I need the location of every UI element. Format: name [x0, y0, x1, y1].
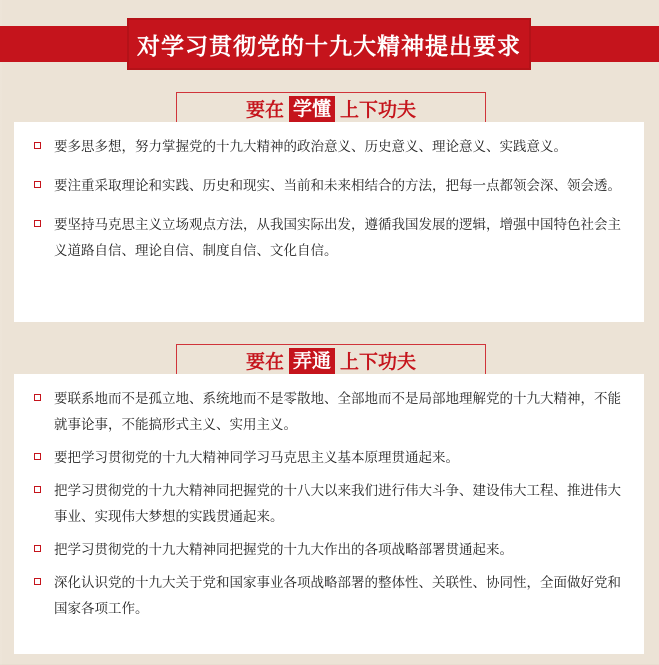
list-item-text: 要注重采取理论和实践、历史和现实、当前和未来相结合的方法，把每一点都领会深、领会透。 — [54, 178, 621, 194]
section-heading-prefix: 要在 — [245, 99, 284, 121]
list-item-text: 要坚持马克思主义立场观点方法，从我国实际出发，遵循我国发展的逻辑，增强中国特色社会主义道路自信、理论自信、制度自信、文化自信。 — [54, 217, 621, 259]
square-bullet-icon — [34, 181, 41, 188]
list-item — [34, 570, 628, 622]
list-item — [34, 478, 628, 530]
section-heading-keyword: 学懂 — [289, 96, 335, 122]
section-heading-suffix: 上下功夫 — [340, 351, 417, 373]
list-item — [34, 212, 628, 264]
list-item — [34, 134, 628, 160]
section-heading-xuedong — [176, 92, 486, 124]
square-bullet-icon — [34, 453, 41, 460]
section-heading-suffix: 上下功夫 — [340, 99, 417, 121]
page-title: 对学习贯彻党的十九大精神提出要求 — [137, 33, 521, 60]
section-panel-xuedong — [14, 122, 644, 322]
list-item-text: 要把学习贯彻党的十九大精神同学习马克思主义基本原理贯通起来。 — [54, 450, 459, 466]
list-item — [34, 386, 628, 438]
title-banner — [127, 18, 531, 70]
section-heading-prefix: 要在 — [245, 351, 284, 373]
list-item — [34, 445, 628, 471]
square-bullet-icon — [34, 220, 41, 227]
square-bullet-icon — [34, 578, 41, 585]
square-bullet-icon — [34, 545, 41, 552]
square-bullet-icon — [34, 486, 41, 493]
list-item-text: 要联系地而不是孤立地、系统地而不是零散地、全部地而不是局部地理解党的十九大精神，不能就事论事，不能搞形式主义、实用主义。 — [54, 391, 621, 433]
list-item-text: 深化认识党的十九大关于党和国家事业各项战略部署的整体性、关联性、协同性，全面做好党和国家各项工作。 — [54, 575, 621, 617]
square-bullet-icon — [34, 142, 41, 149]
list-item-text: 把学习贯彻党的十九大精神同把握党的十九大作出的各项战略部署贯通起来。 — [54, 542, 513, 558]
list-item-text: 把学习贯彻党的十九大精神同把握党的十八大以来我们进行伟大斗争、建设伟大工程、推进伟大事业、实现伟大梦想的实践贯通起来。 — [54, 483, 621, 525]
section-heading-keyword: 弄通 — [289, 348, 335, 374]
section-heading-nongtong — [176, 344, 486, 376]
list-item — [34, 173, 628, 199]
list-item-text: 要多思多想，努力掌握党的十九大精神的政治意义、历史意义、理论意义、实践意义。 — [54, 139, 567, 155]
square-bullet-icon — [34, 394, 41, 401]
list-item — [34, 537, 628, 563]
section-panel-nongtong — [14, 374, 644, 654]
